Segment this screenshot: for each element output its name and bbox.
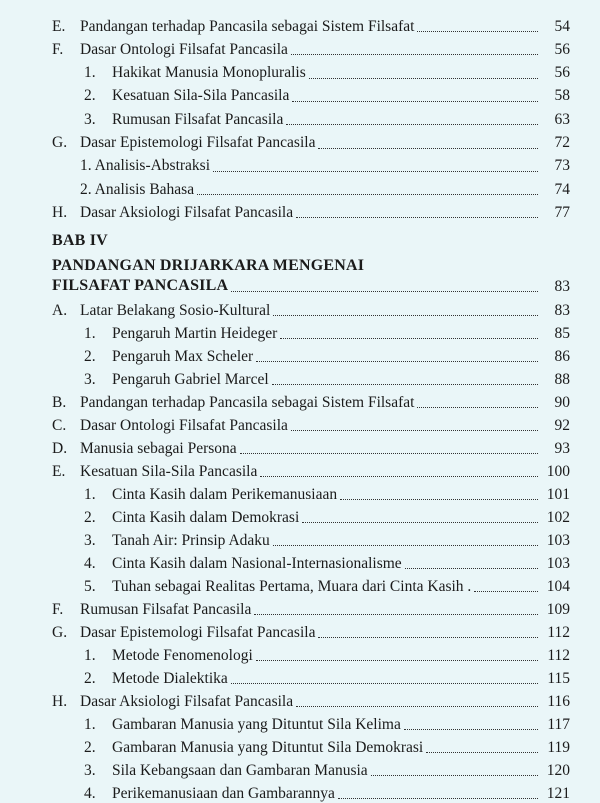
page-number: 72 (554, 134, 570, 151)
entry-title: Dasar Epistemologi Filsafat Pancasila (80, 623, 316, 641)
dot-leader (280, 338, 538, 339)
dot-leader (426, 752, 538, 753)
entry-marker: D. (52, 439, 68, 457)
entry-title: Kesatuan Sila-Sila Pancasila (112, 87, 290, 105)
chapter-label: BAB IV (52, 232, 108, 249)
toc-entry[interactable] (0, 388, 600, 412)
dot-leader (318, 637, 538, 638)
entry-marker: A. (52, 301, 68, 319)
page-number: 116 (547, 692, 570, 710)
entry-title: Cinta Kasih dalam Demokrasi (112, 508, 300, 526)
dot-leader (405, 568, 538, 569)
toc-entry[interactable] (0, 175, 600, 199)
chapter-title-line2: FILSAFAT PANCASILA (52, 277, 229, 294)
toc-entry[interactable] (0, 129, 600, 153)
dot-leader (296, 217, 538, 218)
page-number: 83 (554, 277, 570, 295)
toc-entry[interactable] (0, 35, 600, 59)
entry-marker: 1. (84, 64, 96, 82)
toc-entry[interactable] (0, 59, 600, 83)
toc-entry[interactable] (0, 457, 600, 481)
page-number: 92 (554, 416, 570, 434)
toc-entry[interactable] (0, 296, 600, 320)
dot-leader (273, 545, 538, 546)
page-number: 103 (546, 531, 570, 549)
entry-title: Rumusan Filsafat Pancasila (112, 110, 284, 128)
page-number: 56 (554, 64, 570, 82)
entry-title: Dasar Aksiologi Filsafat Pancasila (80, 203, 294, 221)
dot-leader (231, 291, 538, 292)
entry-title: Pandangan terhadap Pancasila sebagai Sistem Filsafat (80, 393, 415, 411)
toc-entry[interactable] (0, 342, 600, 366)
entry-title: Kesatuan Sila-Sila Pancasila (80, 462, 258, 480)
dot-leader (213, 171, 538, 172)
page-number: 54 (554, 17, 570, 35)
dot-leader (340, 499, 538, 500)
entry-title: Cinta Kasih dalam Nasional-Internasionalisme (112, 554, 402, 572)
dot-leader (256, 361, 538, 362)
entry-title: Gambaran Manusia yang Dituntut Sila Kelima (112, 715, 401, 733)
page-number: 102 (546, 508, 570, 526)
dot-leader (291, 54, 538, 55)
page-number: 101 (546, 485, 570, 503)
chapter-title-row[interactable] (0, 272, 600, 296)
entry-marker: 2. (84, 347, 96, 365)
page-number: 58 (554, 87, 570, 105)
entry-title: Sila Kebangsaan dan Gambaran Manusia (112, 761, 368, 779)
entry-marker: 1. (84, 324, 96, 342)
entry-marker: G. (52, 623, 68, 641)
entry-title: Pengaruh Gabriel Marcel (112, 370, 269, 388)
page-number: 88 (554, 370, 570, 388)
entry-title: Manusia sebagai Persona (80, 439, 237, 457)
entry-marker: 2. (84, 508, 96, 526)
entry-title: Dasar Aksiologi Filsafat Pancasila (80, 692, 294, 710)
dot-leader (318, 148, 538, 149)
dot-leader (371, 775, 538, 776)
entry-title: Dasar Ontologi Filsafat Pancasila (80, 40, 288, 58)
entry-marker: 4. (84, 784, 96, 802)
page-number: 112 (547, 623, 570, 641)
dot-leader (417, 407, 538, 408)
entry-title: 1. Analisis-Abstraksi (80, 157, 211, 175)
toc-entry[interactable] (0, 595, 600, 619)
page-number: 85 (554, 324, 570, 342)
toc-entry[interactable] (0, 572, 600, 596)
page-number: 117 (547, 715, 570, 733)
entry-title: Metode Dialektika (112, 669, 228, 687)
page-number: 83 (554, 301, 570, 319)
dot-leader (240, 453, 538, 454)
page-number: 77 (554, 203, 570, 221)
entry-title: Tuhan sebagai Realitas Pertama, Muara dari Cinta Kasih . (112, 577, 472, 595)
entry-marker: 5. (84, 577, 96, 595)
entry-marker: H. (52, 692, 68, 710)
toc-entry[interactable] (0, 641, 600, 665)
toc-entry[interactable] (0, 319, 600, 343)
dot-leader (404, 729, 538, 730)
page-number: 119 (547, 738, 570, 756)
toc-entry[interactable] (0, 618, 600, 642)
entry-title: Perikemanusiaan dan Gambarannya (112, 784, 335, 802)
page-number: 103 (546, 554, 570, 572)
entry-marker: 3. (84, 531, 96, 549)
entry-title: Gambaran Manusia yang Dituntut Sila Demokrasi (112, 738, 424, 756)
dot-leader (272, 384, 538, 385)
toc-entry[interactable] (0, 733, 600, 757)
dot-leader (231, 683, 538, 684)
toc-entry[interactable] (0, 503, 600, 527)
dot-leader (292, 101, 538, 102)
entry-marker: 4. (84, 554, 96, 572)
page-number: 90 (554, 393, 570, 411)
entry-title: Tanah Air: Prinsip Adaku (112, 531, 270, 549)
toc-entry[interactable] (0, 152, 600, 176)
entry-marker: C. (52, 416, 67, 434)
toc-entry[interactable] (0, 687, 600, 711)
dot-leader (254, 614, 538, 615)
entry-marker: F. (52, 40, 64, 58)
toc-entry[interactable] (0, 198, 600, 222)
dot-leader (273, 315, 538, 316)
entry-title: Hakikat Manusia Monopluralis (112, 64, 306, 82)
entry-title: 2. Analisis Bahasa (80, 180, 195, 198)
toc-entry[interactable] (0, 756, 600, 780)
dot-leader (286, 124, 538, 125)
entry-marker: 2. (84, 669, 96, 687)
entry-marker: 1. (84, 646, 96, 664)
dot-leader (291, 430, 538, 431)
entry-title: Pengaruh Martin Heideger (112, 324, 278, 342)
page-number: 109 (546, 600, 570, 618)
entry-title: Latar Belakang Sosio-Kultural (80, 301, 271, 319)
entry-title: Rumusan Filsafat Pancasila (80, 600, 252, 618)
toc-entry[interactable] (0, 105, 600, 129)
entry-marker: 3. (84, 761, 96, 779)
dot-leader (417, 31, 538, 32)
page-number: 73 (554, 157, 570, 175)
entry-marker: 2. (84, 87, 96, 105)
entry-marker: F. (52, 600, 64, 618)
entry-title: Dasar Epistemologi Filsafat Pancasila (80, 134, 316, 151)
page-number: 100 (546, 462, 570, 480)
entry-marker: 2. (84, 738, 96, 756)
entry-title: Cinta Kasih dalam Perikemanusiaan (112, 485, 338, 503)
page-number: 56 (554, 40, 570, 58)
dot-leader (296, 706, 538, 707)
dot-leader (474, 591, 538, 592)
page-number: 74 (554, 180, 570, 198)
entry-marker: 3. (84, 110, 96, 128)
entry-marker: E. (52, 462, 66, 480)
toc-entry[interactable] (0, 526, 600, 550)
toc-entry[interactable] (0, 12, 600, 36)
entry-marker: 1. (84, 485, 96, 503)
dot-leader (302, 522, 538, 523)
entry-title: Pengaruh Max Scheler (112, 347, 254, 365)
dot-leader (338, 798, 538, 799)
page-number: 93 (554, 439, 570, 457)
entry-marker: B. (52, 393, 67, 411)
entry-marker: H. (52, 203, 68, 221)
entry-title: Pandangan terhadap Pancasila sebagai Sistem Filsafat (80, 17, 415, 35)
toc-entry[interactable] (0, 779, 600, 803)
toc-entry[interactable] (0, 365, 600, 389)
chapter-title-line1: PANDANGAN DRIJARKARA MENGENAI (52, 257, 365, 274)
entry-marker: 1. (84, 715, 96, 733)
entry-marker: E. (52, 17, 66, 35)
page-number: 115 (547, 669, 570, 687)
toc-entry[interactable] (0, 710, 600, 734)
dot-leader (256, 660, 538, 661)
page-number: 120 (546, 761, 570, 779)
toc-entry[interactable] (0, 82, 600, 106)
page-number: 63 (554, 110, 570, 128)
toc-entry[interactable] (0, 411, 600, 435)
dot-leader (197, 194, 538, 195)
entry-marker: 3. (84, 370, 96, 388)
entry-marker: G. (52, 134, 68, 151)
entry-title: Metode Fenomenologi (112, 646, 253, 664)
page-number: 104 (546, 577, 570, 595)
entry-title: Dasar Ontologi Filsafat Pancasila (80, 416, 288, 434)
page-number: 121 (546, 784, 570, 802)
dot-leader (309, 78, 538, 79)
toc-entry[interactable] (0, 434, 600, 458)
page-number: 86 (554, 347, 570, 365)
dot-leader (260, 476, 538, 477)
toc-entry[interactable] (0, 480, 600, 504)
page-number: 112 (547, 646, 570, 664)
toc-entry[interactable] (0, 549, 600, 573)
toc-entry[interactable] (0, 664, 600, 688)
